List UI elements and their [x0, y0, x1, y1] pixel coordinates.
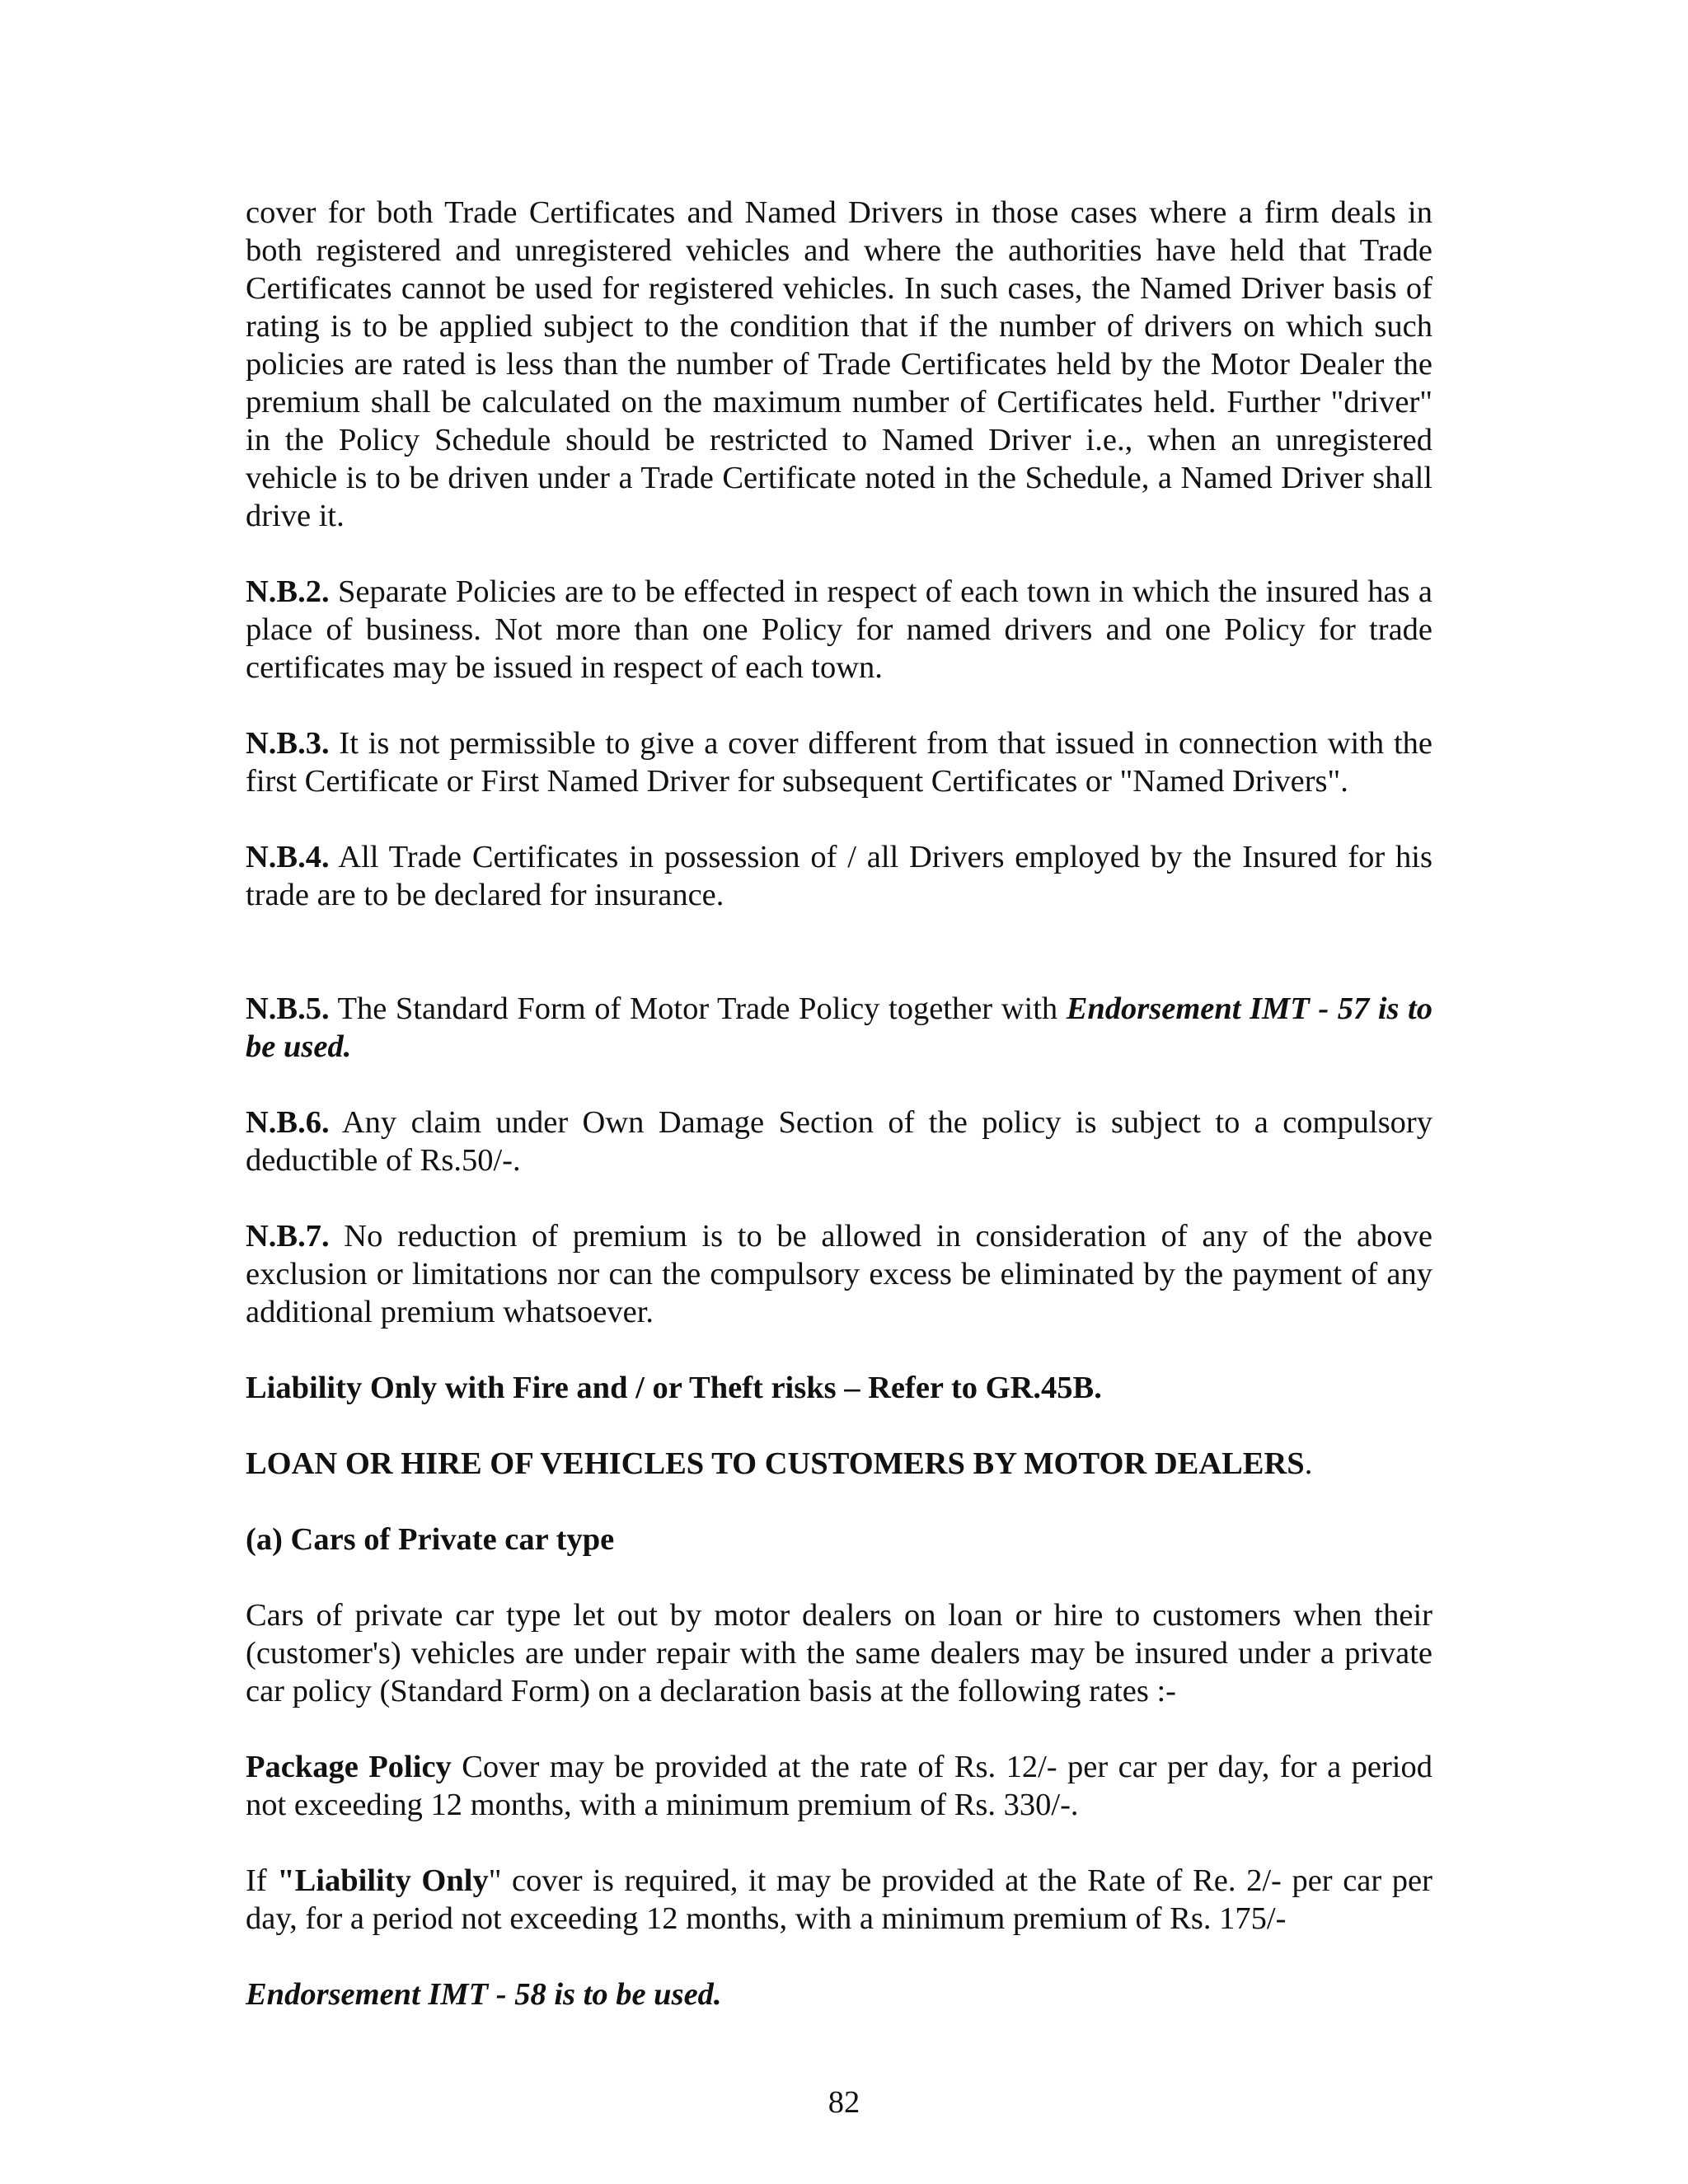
package-policy-text: Cover may be provided at the rate of Rs. 12/- per car per day, for a period not exceeding 12 months, with a minimum premium of Rs. 330/-. [246, 1750, 1432, 1822]
liability-only-prefix: If [246, 1863, 278, 1898]
liability-only-bold: "Liability Only [277, 1863, 489, 1898]
loan-heading-text: LOAN OR HIRE OF VEHICLES TO CUSTOMERS BY MOTOR DEALERS [246, 1446, 1305, 1481]
note-text: Any claim under Own Damage Section of the policy is subject to a compulsory deductible of Rs.50/-. [246, 1105, 1432, 1178]
note-nb2 [246, 573, 1432, 687]
document-page [246, 194, 1432, 2013]
subheading-private-car: (a) Cars of Private car type [246, 1522, 615, 1557]
note-label: N.B.7. [246, 1219, 330, 1254]
cars-paragraph: Cars of private car type let out by motor dealers on loan or hire to customers when their (customer's) vehicles are under repair with the same dealers may be insured under a private car policy (Standard Form) on a declaration basis at the following rates :- [246, 1598, 1432, 1708]
liability-heading: Liability Only with Fire and / or Theft risks – Refer to GR.45B. [246, 1371, 1102, 1405]
loan-heading-period: . [1304, 1446, 1313, 1481]
note-text: No reduction of premium is to be allowed in consideration of any of the above exclusion or limitations nor can the compulsory excess be eliminated by the payment of any additional premium whatsoever. [246, 1219, 1432, 1329]
liability-only-paragraph [246, 1862, 1432, 1938]
note-label: N.B.2. [246, 574, 330, 609]
note-emphasis: Endorsement IMT - 57 is to be used. [246, 991, 1433, 1064]
page-number: 82 [828, 2085, 860, 2120]
note-nb5 [246, 990, 1432, 1066]
note-text: All Trade Certificates in possession of / all Drivers employed by the Insured for his trade are to be declared for insurance. [246, 840, 1432, 912]
package-policy-label: Package Policy [246, 1750, 452, 1784]
note-nb6 [246, 1104, 1432, 1179]
note-label: N.B.3. [246, 726, 330, 761]
note-nb3 [246, 724, 1432, 800]
note-text: It is not permissible to give a cover different from that issued in connection with the first Certificate or First Named Driver for subsequent Certificates or "Named Drivers". [246, 726, 1432, 799]
note-text: The Standard Form of Motor Trade Policy together with [329, 991, 1067, 1026]
loan-heading [246, 1445, 1432, 1483]
package-policy-paragraph [246, 1748, 1432, 1824]
liability-only-text: " cover is required, it may be provided at the Rate of Re. 2/- per car per day, for a period not exceeding 12 months, with a minimum premium of Rs. 175/- [246, 1863, 1432, 1936]
endorsement-final: Endorsement IMT - 58 is to be used. [246, 1977, 722, 2012]
intro-paragraph: cover for both Trade Certificates and Named Drivers in those cases where a firm deals in both registered and unregistered vehicles and where the authorities have held that Trade Certificates cannot be used for registered vehicles. In such cases, the Named Driver basis of rating is to be applied subject to the condition that if the number of drivers on which such policies are rated is less than the number of Trade Certificates held by the Motor Dealer the premium shall be calculated on the maximum number of Certificates held. Further "driver" in the Policy Schedule should be restricted to Named Driver i.e., when an unregistered vehicle is to be driven under a Trade Certificate noted in the Schedule, a Named Driver shall drive it. [246, 195, 1432, 533]
note-nb7 [246, 1217, 1432, 1331]
note-label: N.B.5. [246, 991, 330, 1026]
note-text: Separate Policies are to be effected in respect of each town in which the insured has a place of business. Not more than one Policy for named drivers and one Policy for trade certificates may be issued in respect of each town. [246, 574, 1432, 685]
note-nb4 [246, 838, 1432, 914]
note-label: N.B.4. [246, 840, 330, 874]
note-label: N.B.6. [246, 1105, 330, 1140]
